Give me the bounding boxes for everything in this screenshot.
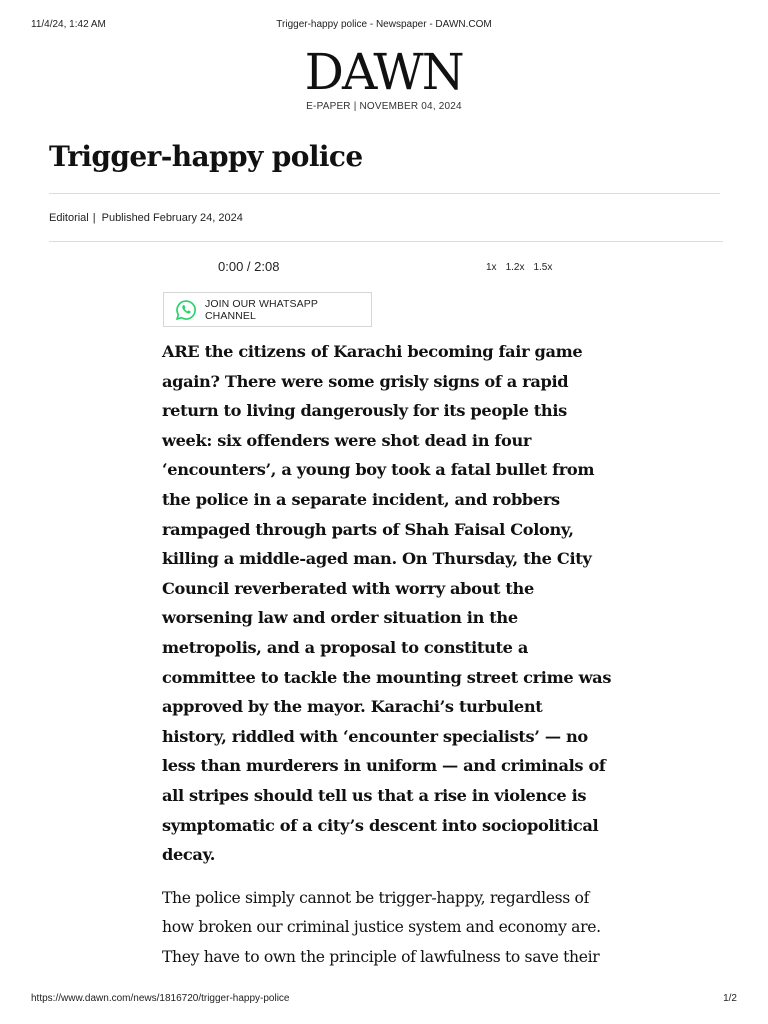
speed-option-1-5x[interactable]: 1.5x [533, 262, 553, 273]
category-link[interactable]: Editorial [49, 212, 89, 224]
whatsapp-channel-button[interactable] [163, 292, 372, 327]
byline-separator: | [92, 212, 96, 224]
dawn-logo[interactable]: DAWN [304, 43, 464, 101]
article-body [162, 337, 612, 972]
whatsapp-icon [175, 299, 197, 321]
print-datetime: 11/4/24, 1:42 AM [31, 19, 106, 30]
masthead [0, 43, 768, 112]
article-headline: Trigger-happy police [49, 140, 363, 173]
edition-date: E-PAPER | NOVEMBER 04, 2024 [306, 101, 462, 112]
print-document-title: Trigger-happy police - Newspaper - DAWN.COM [276, 19, 492, 30]
print-header [0, 19, 768, 33]
audio-player[interactable] [218, 259, 578, 277]
headline-divider [49, 193, 720, 194]
player-time: 0:00 / 2:08 [218, 259, 280, 274]
print-page-number: 1/2 [723, 993, 737, 1004]
playback-speed-options [486, 262, 561, 273]
published-date: Published February 24, 2024 [101, 212, 243, 224]
speed-option-1x[interactable]: 1x [486, 262, 497, 273]
lead-paragraph: ARE the citizens of Karachi becoming fair game again? There were some grisly signs of a rapid return to living dangerously for its people this week: six offenders were shot dead in four ‘encounters’, a young boy took a fatal bullet from the police in a separate incident, and robbers rampaged through parts of Shah Faisal Colony, killing a middle-aged man. On Thursday, the City Council reverberated with worry about the worsening law and order situation in the metropolis, and a proposal to constitute a committee to tackle the mounting street crime was approved by the mayor. Karachi’s turbulent history, riddled with ‘encounter specialists’ — no less than murderers in uniform — and criminals of all stripes should tell us that a rise in violence is symptomatic of a city’s descent into sociopolitical decay. [162, 342, 612, 865]
print-url: https://www.dawn.com/news/1816720/trigger-happy-police [31, 993, 290, 1004]
body-paragraph: The police simply cannot be trigger-happy, regardless of how broken our criminal justice system and economy are. They have to own the principle of lawfulness to save their [162, 888, 601, 966]
speed-option-1-2x[interactable]: 1.2x [505, 262, 525, 273]
byline-divider [49, 241, 723, 242]
whatsapp-label: JOIN OUR WHATSAPP CHANNEL [205, 297, 318, 322]
byline [49, 212, 243, 224]
print-footer [0, 993, 768, 1007]
